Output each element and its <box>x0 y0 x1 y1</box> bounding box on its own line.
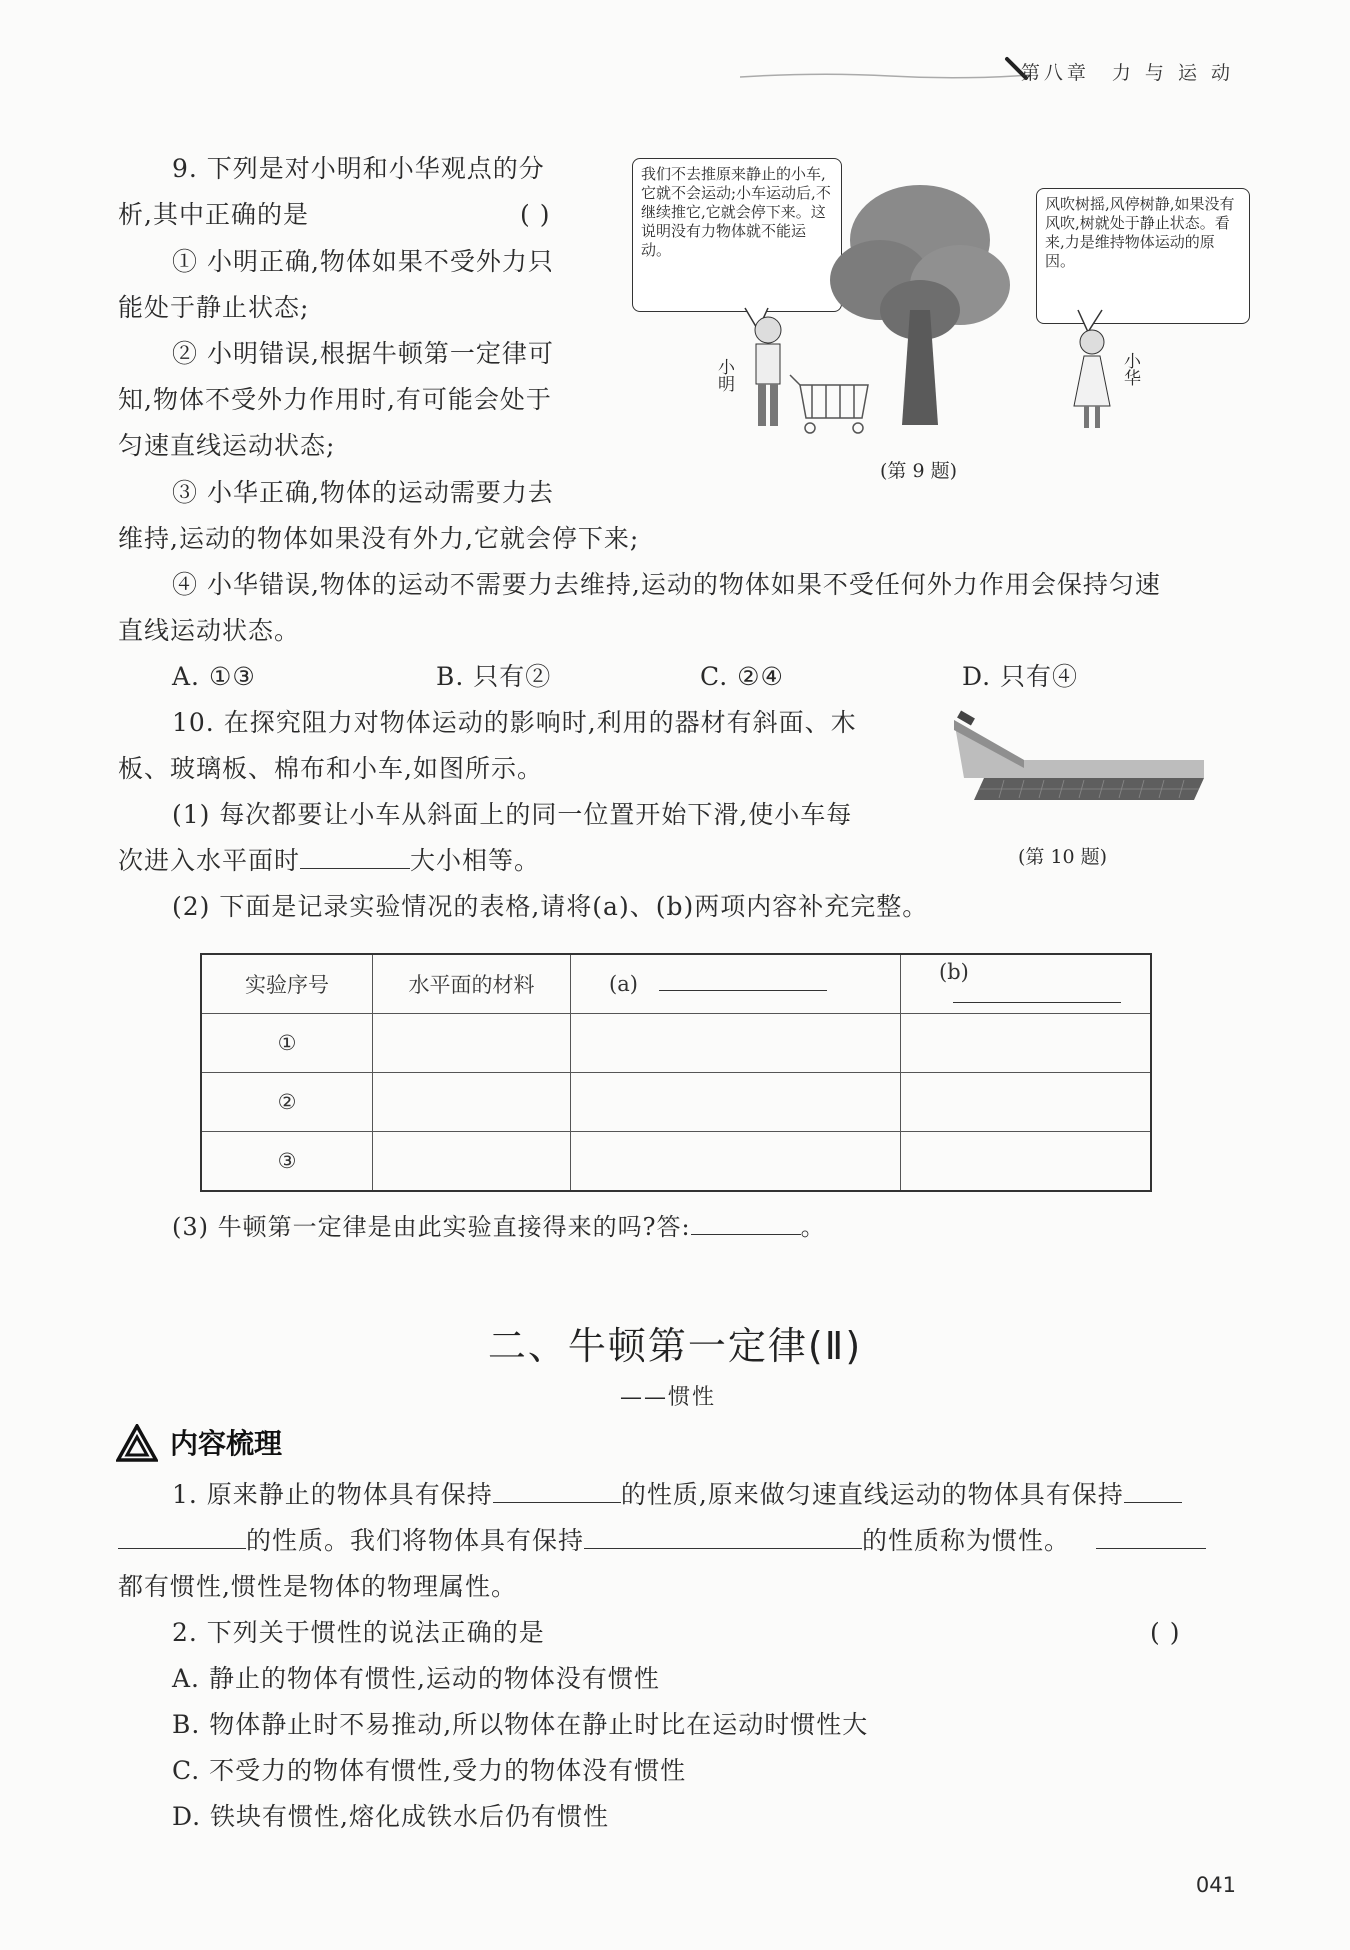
s1-blank1[interactable] <box>493 1480 621 1503</box>
s1-text4: 的性质称为惯性。 <box>862 1526 1071 1555</box>
q9-option1-line1: ① 小明正确,物体如果不受外力只 <box>172 247 554 276</box>
name-label-xiaohua: 小华 <box>1120 352 1140 386</box>
girl-figure <box>1074 330 1110 428</box>
experiment-record-table <box>200 953 1152 1192</box>
q10-part3-text: (3) 牛顿第一定律是由此实验直接得来的吗?答: <box>172 1213 691 1241</box>
s2-option-d: D. 铁块有惯性,熔化成铁水后仍有惯性 <box>172 1802 609 1831</box>
section-subtitle: ——惯性 <box>620 1385 717 1410</box>
q9-option3-line2: 维持,运动的物体如果没有外力,它就会停下来; <box>118 524 640 553</box>
trial-number-cell: ① <box>201 1014 373 1073</box>
q9-option2-line3: 匀速直线运动状态; <box>118 431 336 460</box>
s2-answer-paren: ( ) <box>1150 1618 1181 1647</box>
q10-part1-line1: (1) 每次都要让小车从斜面上的同一位置开始下滑,使小车每 <box>172 800 853 829</box>
s1-blank3[interactable] <box>584 1526 862 1549</box>
q9-option2-line1: ② 小明错误,根据牛顿第一定律可 <box>172 339 554 368</box>
q10-part1-text-before: 次进入水平面时 <box>118 846 301 875</box>
s1-blank4[interactable] <box>1096 1526 1206 1549</box>
name-label-xiaoming: 小明 <box>714 358 734 392</box>
s1-text1: 1. 原来静止的物体具有保持 <box>172 1480 493 1509</box>
q10-part1-text-after: 大小相等。 <box>410 846 541 875</box>
q9-choice-d: D. 只有④ <box>962 662 1079 691</box>
q9-illustration <box>640 170 1240 460</box>
s1-text2: 的性质,原来做匀速直线运动的物体具有保持 <box>620 1480 1124 1509</box>
col-a-blank[interactable] <box>659 972 827 991</box>
q9-option4-line1: ④ 小华错误,物体的运动不需要力去维持,运动的物体如果不受任何外力作用会保持匀速 <box>172 570 1161 599</box>
q10-part2: (2) 下面是记录实验情况的表格,请将(a)、(b)两项内容补充完整。 <box>172 892 929 921</box>
speech-bubble-xiaoming: 我们不去推原来静止的小车,它就不会运动;小车运动后,不继续推它,它就会停下来。这说明没有力物体就不能运动。 <box>632 158 842 312</box>
table-header-row <box>201 954 1151 1014</box>
q9-choice-b: B. 只有② <box>436 662 552 691</box>
material-cell[interactable] <box>373 1073 571 1132</box>
table-row <box>201 1132 1151 1192</box>
s1-line2 <box>118 1524 1206 1558</box>
col-b-blank[interactable] <box>953 984 1121 1003</box>
triangle-section-icon <box>116 1424 158 1462</box>
chapter-title: 力 与 运 动 <box>1111 62 1234 84</box>
col-a-cell[interactable] <box>571 1132 901 1192</box>
content-review-heading: 内容梳理 <box>170 1427 283 1460</box>
section-title: 二、牛顿第一定律(Ⅱ) <box>487 1324 863 1368</box>
q9-answer-paren: ( ) <box>520 200 551 229</box>
col-a-cell[interactable] <box>571 1014 901 1073</box>
s1-line3: 都有惯性,惯性是物体的物理属性。 <box>118 1572 517 1601</box>
q10-part3 <box>172 1210 826 1244</box>
q9-option4-line2: 直线运动状态。 <box>118 616 301 645</box>
q9-stem-line1: 9. 下列是对小明和小华观点的分 <box>172 154 545 183</box>
col-b-cell[interactable] <box>901 1073 1152 1132</box>
s1-blank2b[interactable] <box>118 1526 246 1549</box>
q10-caption: (第 10 题) <box>1018 846 1108 868</box>
q9-stem-line2: 析,其中正确的是 <box>118 200 309 229</box>
header-col-a <box>571 954 901 1014</box>
header-col-b <box>901 954 1152 1014</box>
col-b-cell[interactable] <box>901 1014 1152 1073</box>
col-b-cell[interactable] <box>901 1132 1152 1192</box>
boy-figure <box>755 317 781 426</box>
s1-text3: 的性质。我们将物体具有保持 <box>246 1526 585 1555</box>
s1-blank2a[interactable] <box>1124 1480 1182 1503</box>
header-col-a-label: (a) <box>609 972 638 996</box>
q9-option2-line2: 知,物体不受外力作用时,有可能会处于 <box>118 385 552 414</box>
material-cell[interactable] <box>373 1014 571 1073</box>
chapter-label: 第八章 <box>1020 62 1090 84</box>
s2-option-a: A. 静止的物体有惯性,运动的物体没有惯性 <box>172 1664 660 1693</box>
q9-option1-line2: 能处于静止状态; <box>118 293 310 322</box>
s2-option-c: C. 不受力的物体有惯性,受力的物体没有惯性 <box>172 1756 687 1785</box>
trial-number-cell: ② <box>201 1073 373 1132</box>
trial-number-cell: ③ <box>201 1132 373 1192</box>
q9-choice-c: C. ②④ <box>700 662 784 691</box>
q10-part3-period: 。 <box>800 1213 826 1241</box>
speech-bubble-xiaohua: 风吹树摇,风停树静,如果没有风吹,树就处于静止状态。看来,力是维持物体运动的原因。 <box>1036 188 1250 324</box>
header-col-b-label: (b) <box>939 960 969 984</box>
page-header <box>1021 58 1234 85</box>
tree-illustration <box>830 185 1010 425</box>
q10-part1-answer-blank[interactable] <box>300 846 410 869</box>
header-trial-number: 实验序号 <box>201 954 373 1014</box>
page-number: 041 <box>1195 1873 1236 1897</box>
q9-option3-line1: ③ 小华正确,物体的运动需要力去 <box>172 478 554 507</box>
s2-option-b: B. 物体静止时不易推动,所以物体在静止时比在运动时惯性大 <box>172 1710 869 1739</box>
col-a-cell[interactable] <box>571 1073 901 1132</box>
q9-caption: (第 9 题) <box>880 460 957 482</box>
material-cell[interactable] <box>373 1132 571 1192</box>
q10-part1-line2 <box>118 844 540 878</box>
table-row <box>201 1014 1151 1073</box>
q10-part3-answer-blank[interactable] <box>691 1212 801 1235</box>
s2-stem: 2. 下列关于惯性的说法正确的是 <box>172 1618 545 1647</box>
table-row <box>201 1073 1151 1132</box>
incline-apparatus-image <box>944 700 1214 810</box>
q10-stem-line1: 10. 在探究阻力对物体运动的影响时,利用的器材有斜面、木 <box>172 708 857 737</box>
q9-choice-a: A. ①③ <box>172 662 256 691</box>
header-surface-material: 水平面的材料 <box>373 954 571 1014</box>
s1-line1 <box>172 1478 1182 1512</box>
shopping-cart <box>790 375 868 433</box>
q10-stem-line2: 板、玻璃板、棉布和小车,如图所示。 <box>118 754 543 783</box>
header-decoration <box>740 72 1030 80</box>
